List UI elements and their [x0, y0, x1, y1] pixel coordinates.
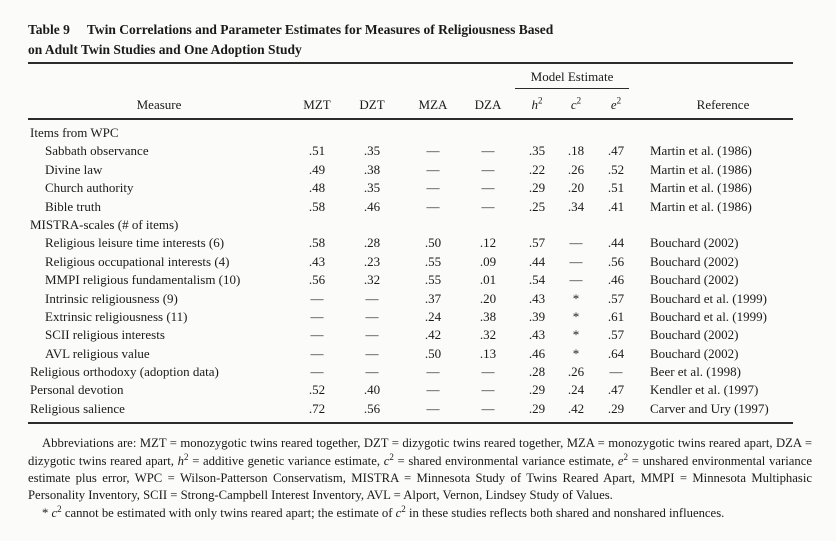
cell-dza: —: [481, 143, 495, 159]
table-row: [28, 290, 793, 308]
cell-h2: .29: [528, 382, 546, 398]
cell-mzt: —: [310, 345, 324, 361]
table-header: [28, 64, 793, 118]
cell-reference: Beer et al. (1998): [650, 364, 741, 380]
cell-mza: —: [426, 143, 440, 159]
cell-h2: .44: [528, 253, 546, 269]
header-mza: MZA: [418, 97, 448, 112]
cell-mza: .55: [424, 272, 442, 288]
cell-c2: .20: [567, 180, 585, 196]
cell-h2: .57: [528, 235, 546, 251]
cell-reference: Martin et al. (1986): [650, 180, 752, 196]
table-row: [28, 363, 793, 381]
cell-c2: .24: [567, 382, 585, 398]
cell-e2: .46: [607, 272, 625, 288]
cell-h2: .43: [528, 327, 546, 343]
table-row: [28, 271, 793, 289]
table-row: [28, 308, 793, 326]
cell-reference: Kendler et al. (1997): [650, 382, 759, 398]
cell-measure: Church authority: [45, 180, 134, 196]
cell-mza: —: [426, 198, 440, 214]
cell-dza: .01: [479, 272, 497, 288]
table-row: [28, 253, 793, 271]
table-body: [28, 120, 793, 422]
cell-mzt: .48: [308, 180, 326, 196]
cell-mzt: .58: [308, 198, 326, 214]
cell-dzt: .35: [363, 180, 381, 196]
cell-dzt: .35: [363, 143, 381, 159]
table-row: [28, 142, 793, 160]
cell-dzt: —: [365, 308, 379, 324]
cell-measure: Religious occupational interests (4): [45, 253, 230, 269]
table-section-row: [28, 124, 793, 142]
cell-dza: —: [481, 364, 495, 380]
cell-dza: .20: [479, 290, 497, 306]
cell-mzt: .51: [308, 143, 326, 159]
table-title: [28, 0, 673, 60]
cell-mza: .55: [424, 253, 442, 269]
cell-dza: .12: [479, 235, 497, 251]
cell-e2: .52: [607, 161, 625, 177]
column-header-row: [28, 95, 793, 115]
cell-dzt: .46: [363, 198, 381, 214]
cell-reference: Bouchard et al. (1999): [650, 308, 767, 324]
cell-dzt: .28: [363, 235, 381, 251]
cell-h2: .29: [528, 180, 546, 196]
table-number: Table 9: [28, 22, 70, 37]
cell-e2: .47: [607, 143, 625, 159]
table-row: [28, 400, 793, 418]
header-dza: DZA: [474, 97, 502, 112]
cell-dza: .38: [479, 308, 497, 324]
cell-h2: .54: [528, 272, 546, 288]
cell-e2: .64: [607, 345, 625, 361]
bottom-rule: [28, 422, 793, 424]
cell-mza: —: [426, 364, 440, 380]
cell-dzt: —: [365, 290, 379, 306]
cell-h2: .28: [528, 364, 546, 380]
footnote-abbreviations: Abbreviations are: MZT = monozygotic twins reared together, DZT = dizygotic twins reared together, MZA = monozygotic twins reared apart, DZA = dizygotic twins reared apart, $h^2$ = additive genetic variance estimate, $c^2$ = shared environmental variance estimate, $e^2$ = unshared environmental variance estimate plus error, WPC = Wilson-Patterson Conservatism, MISTRA = Minnesota Study of Twins Reared Apart, MMPI = Minnesota Multiphasic Personality Inventory, SCII = Strong-Campbell Interest Inventory, AVL = Alport, Vernon, Lindsey Study of Values.: [28, 436, 812, 503]
cell-dza: —: [481, 180, 495, 196]
cell-dza: .32: [479, 327, 497, 343]
cell-dzt: .38: [363, 161, 381, 177]
header-measure: Measure: [136, 97, 182, 112]
cell-dza: —: [481, 400, 495, 416]
cell-c2: —: [569, 272, 583, 288]
cell-c2: *: [572, 290, 580, 306]
cell-measure: Personal devotion: [30, 382, 124, 398]
cell-dzt: .40: [363, 382, 381, 398]
cell-measure: Religious leisure time interests (6): [45, 235, 225, 251]
cell-e2: .61: [607, 308, 625, 324]
table-footnotes: [28, 435, 812, 522]
cell-measure: Items from WPC: [30, 125, 119, 140]
cell-c2: *: [572, 308, 580, 324]
cell-reference: Bouchard (2002): [650, 327, 739, 343]
cell-mza: .50: [424, 345, 442, 361]
cell-mza: —: [426, 161, 440, 177]
cell-reference: Bouchard (2002): [650, 235, 739, 251]
cell-measure: Divine law: [45, 161, 103, 177]
cell-mzt: .56: [308, 272, 326, 288]
table-row: [28, 345, 793, 363]
cell-dza: —: [481, 161, 495, 177]
cell-measure: Bible truth: [45, 198, 101, 214]
cell-reference: Bouchard et al. (1999): [650, 290, 767, 306]
cell-dzt: —: [365, 364, 379, 380]
cell-mza: .37: [424, 290, 442, 306]
cell-measure: Intrinsic religiousness (9): [45, 290, 178, 306]
cell-h2: .22: [528, 161, 546, 177]
cell-dzt: .56: [363, 400, 381, 416]
cell-h2: .35: [528, 143, 546, 159]
cell-dzt: —: [365, 327, 379, 343]
cell-h2: .39: [528, 308, 546, 324]
table-row: [28, 179, 793, 197]
cell-reference: Martin et al. (1986): [650, 143, 752, 159]
cell-dzt: .32: [363, 272, 381, 288]
cell-measure: Extrinsic religiousness (11): [45, 308, 188, 324]
cell-dza: —: [481, 382, 495, 398]
cell-mza: .42: [424, 327, 442, 343]
cell-c2: .26: [567, 364, 585, 380]
cell-mza: —: [426, 382, 440, 398]
cell-dza: .09: [479, 253, 497, 269]
cell-mzt: .43: [308, 253, 326, 269]
cell-mza: —: [426, 400, 440, 416]
model-estimate-group-label: Model Estimate: [515, 69, 629, 89]
cell-reference: Martin et al. (1986): [650, 161, 752, 177]
header-h2: $h^2$: [531, 95, 543, 112]
table-row: [28, 326, 793, 344]
cell-h2: .43: [528, 290, 546, 306]
cell-measure: AVL religious value: [45, 345, 150, 361]
table-container: [28, 0, 812, 522]
cell-reference: Bouchard (2002): [650, 345, 739, 361]
cell-mzt: —: [310, 327, 324, 343]
cell-e2: .51: [607, 180, 625, 196]
cell-e2: .47: [607, 382, 625, 398]
cell-measure: MMPI religious fundamentalism (10): [45, 272, 241, 288]
cell-c2: .34: [567, 198, 585, 214]
cell-mzt: .52: [308, 382, 326, 398]
header-mzt: MZT: [303, 97, 331, 112]
cell-reference: Bouchard (2002): [650, 272, 739, 288]
header-c2: $c^2$: [570, 95, 582, 112]
cell-dza: .13: [479, 345, 497, 361]
cell-mzt: .72: [308, 400, 326, 416]
cell-mzt: —: [310, 364, 324, 380]
header-reference: Reference: [696, 97, 750, 112]
cell-mzt: —: [310, 290, 324, 306]
cell-dza: —: [481, 198, 495, 214]
cell-reference: Bouchard (2002): [650, 253, 739, 269]
cell-measure: MISTRA-scales (# of items): [30, 216, 179, 232]
header-e2: $e^2$: [610, 95, 622, 112]
cell-measure: Religious salience: [30, 400, 125, 416]
title-text-1: Twin Correlations and Parameter Estimates for Measures of Religiousness Based: [86, 22, 554, 37]
cell-dzt: .23: [363, 253, 381, 269]
cell-mza: —: [426, 180, 440, 196]
footnote-asterisk: * $c^2$ cannot be estimated with only twins reared apart; the estimate of $c^2$ in these studies reflects both shared and nonshared influences.: [42, 503, 725, 520]
cell-h2: .25: [528, 198, 546, 214]
cell-mza: .24: [424, 308, 442, 324]
cell-h2: .29: [528, 400, 546, 416]
cell-c2: *: [572, 345, 580, 361]
cell-e2: .56: [607, 253, 625, 269]
cell-e2: .41: [607, 198, 625, 214]
cell-measure: SCII religious interests: [45, 327, 165, 343]
cell-c2: *: [572, 327, 580, 343]
cell-h2: .46: [528, 345, 546, 361]
cell-c2: .18: [567, 143, 585, 159]
cell-measure: Religious orthodoxy (adoption data): [30, 364, 219, 380]
cell-reference: Carver and Ury (1997): [650, 400, 769, 416]
table-section-row: [28, 216, 793, 234]
header-dzt: DZT: [359, 97, 385, 112]
cell-e2: .29: [607, 400, 625, 416]
cell-measure: Sabbath observance: [45, 143, 149, 159]
cell-dzt: —: [365, 345, 379, 361]
title-line-1: [28, 20, 673, 40]
table-row: [28, 161, 793, 179]
cell-mzt: .58: [308, 235, 326, 251]
cell-e2: .44: [607, 235, 625, 251]
title-text-2: on Adult Twin Studies and One Adoption Study: [28, 42, 302, 57]
cell-e2: —: [609, 364, 623, 380]
cell-mzt: —: [310, 308, 324, 324]
cell-c2: .42: [567, 400, 585, 416]
cell-c2: —: [569, 235, 583, 251]
cell-e2: .57: [607, 290, 625, 306]
table-row: [28, 234, 793, 252]
cell-mza: .50: [424, 235, 442, 251]
table-row: [28, 381, 793, 399]
cell-mzt: .49: [308, 161, 326, 177]
cell-e2: .57: [607, 327, 625, 343]
table-row: [28, 198, 793, 216]
cell-reference: Martin et al. (1986): [650, 198, 752, 214]
cell-c2: .26: [567, 161, 585, 177]
cell-c2: —: [569, 253, 583, 269]
